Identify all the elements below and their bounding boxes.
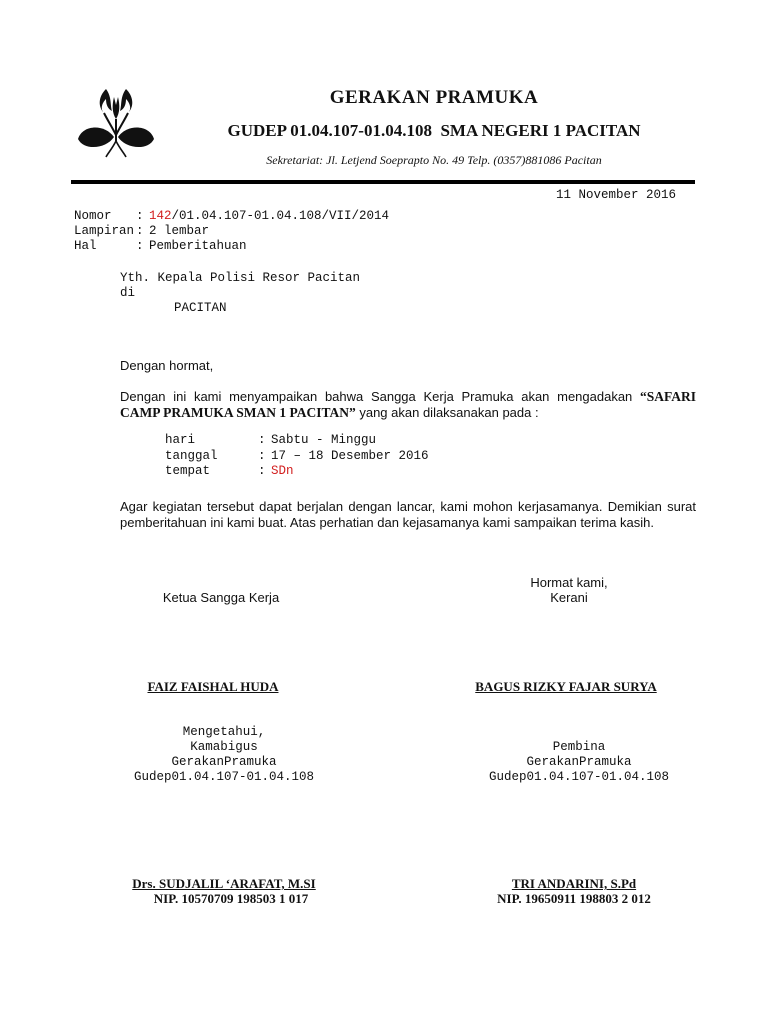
letterhead-divider bbox=[71, 180, 695, 184]
lampiran-value: 2 lembar bbox=[149, 224, 210, 238]
detail-label: tempat bbox=[165, 464, 211, 478]
intro-text: Dengan ini kami menyampaikan bahwa Sangga Kerja Pramuka akan mengadakan bbox=[120, 389, 640, 404]
ack-left-line3: GerakanPramuka bbox=[171, 755, 277, 769]
intro-text-end: yang akan dilaksanakan pada : bbox=[355, 405, 539, 420]
ack-right-line1: Pembina bbox=[552, 740, 606, 754]
detail-value: Sabtu - Minggu bbox=[271, 433, 377, 447]
detail-value: 17 – 18 Desember 2016 bbox=[271, 449, 429, 463]
letterhead-address: Sekretariat: Jl. Letjend Soeprapto No. 49 Telp. (0357)881086 Pacitan bbox=[266, 153, 602, 167]
ack-right-line2: GerakanPramuka bbox=[526, 755, 632, 769]
letterhead-title: GERAKAN PRAMUKA bbox=[329, 87, 539, 108]
ack-right-nip: NIP. 19650911 198803 2 012 bbox=[497, 891, 651, 906]
detail-colon: : bbox=[258, 449, 266, 463]
left-signer-name: FAIZ FAISHAL HUDA bbox=[147, 679, 279, 694]
lampiran-colon: : bbox=[136, 224, 144, 238]
ack-left-nip: NIP. 10570709 198503 1 017 bbox=[153, 891, 309, 906]
ack-left-name: Drs. SUDJALIL ‘ARAFAT, M.SI bbox=[132, 876, 316, 891]
detail-colon: : bbox=[258, 433, 266, 447]
left-signer-role: Ketua Sangga Kerja bbox=[162, 590, 280, 605]
hal-label: Hal bbox=[74, 239, 97, 253]
right-signer-name: BAGUS RIZKY FAJAR SURYA bbox=[475, 679, 657, 694]
intro-paragraph bbox=[120, 389, 696, 421]
ack-left-line2: Kamabigus bbox=[190, 740, 258, 754]
nomor-value bbox=[149, 209, 389, 223]
closing-paragraph: Agar kegiatan tersebut dapat berjalan dengan lancar, kami mohon kerjasamanya. Demikian surat pemberitahuan ini kami buat. Atas perhatian dan kejasamanya kami sampaikan terima kasih. bbox=[120, 499, 696, 530]
detail-label: tanggal bbox=[165, 449, 218, 463]
right-greeting: Hormat kami, bbox=[530, 575, 608, 590]
recipient-line1: Yth. Kepala Polisi Resor Pacitan bbox=[120, 271, 361, 285]
right-signer-role: Kerani bbox=[550, 590, 588, 605]
nomor-code: /01.04.107-01.04.108/VII/2014 bbox=[171, 209, 390, 223]
nomor-colon: : bbox=[136, 209, 144, 223]
hal-value: Pemberitahuan bbox=[149, 239, 247, 253]
detail-label: hari bbox=[165, 433, 196, 447]
detail-colon: : bbox=[258, 464, 266, 478]
event-name: “SAFARI CAMP PRAMUKA SMAN 1 PACITAN” bbox=[120, 389, 696, 420]
recipient-line2: di bbox=[120, 286, 136, 300]
ack-left-line1: Mengetahui, bbox=[182, 725, 266, 739]
ack-right-line3: Gudep01.04.107-01.04.108 bbox=[488, 770, 670, 784]
nomor-label: Nomor bbox=[74, 209, 112, 223]
letterhead-subtitle: GUDEP 01.04.107-01.04.108 SMA NEGERI 1 PACITAN bbox=[227, 121, 641, 140]
nomor-number: 142 bbox=[149, 209, 172, 223]
detail-value-place: SDn bbox=[271, 464, 294, 478]
ack-right-name: TRI ANDARINI, S.Pd bbox=[511, 876, 637, 891]
hal-colon: : bbox=[136, 239, 144, 253]
recipient-city: PACITAN bbox=[174, 301, 227, 315]
greeting: Dengan hormat, bbox=[120, 358, 214, 373]
lampiran-label: Lampiran bbox=[74, 224, 135, 238]
letter-date: 11 November 2016 bbox=[556, 188, 677, 202]
ack-left-line4: Gudep01.04.107-01.04.108 bbox=[133, 770, 315, 784]
